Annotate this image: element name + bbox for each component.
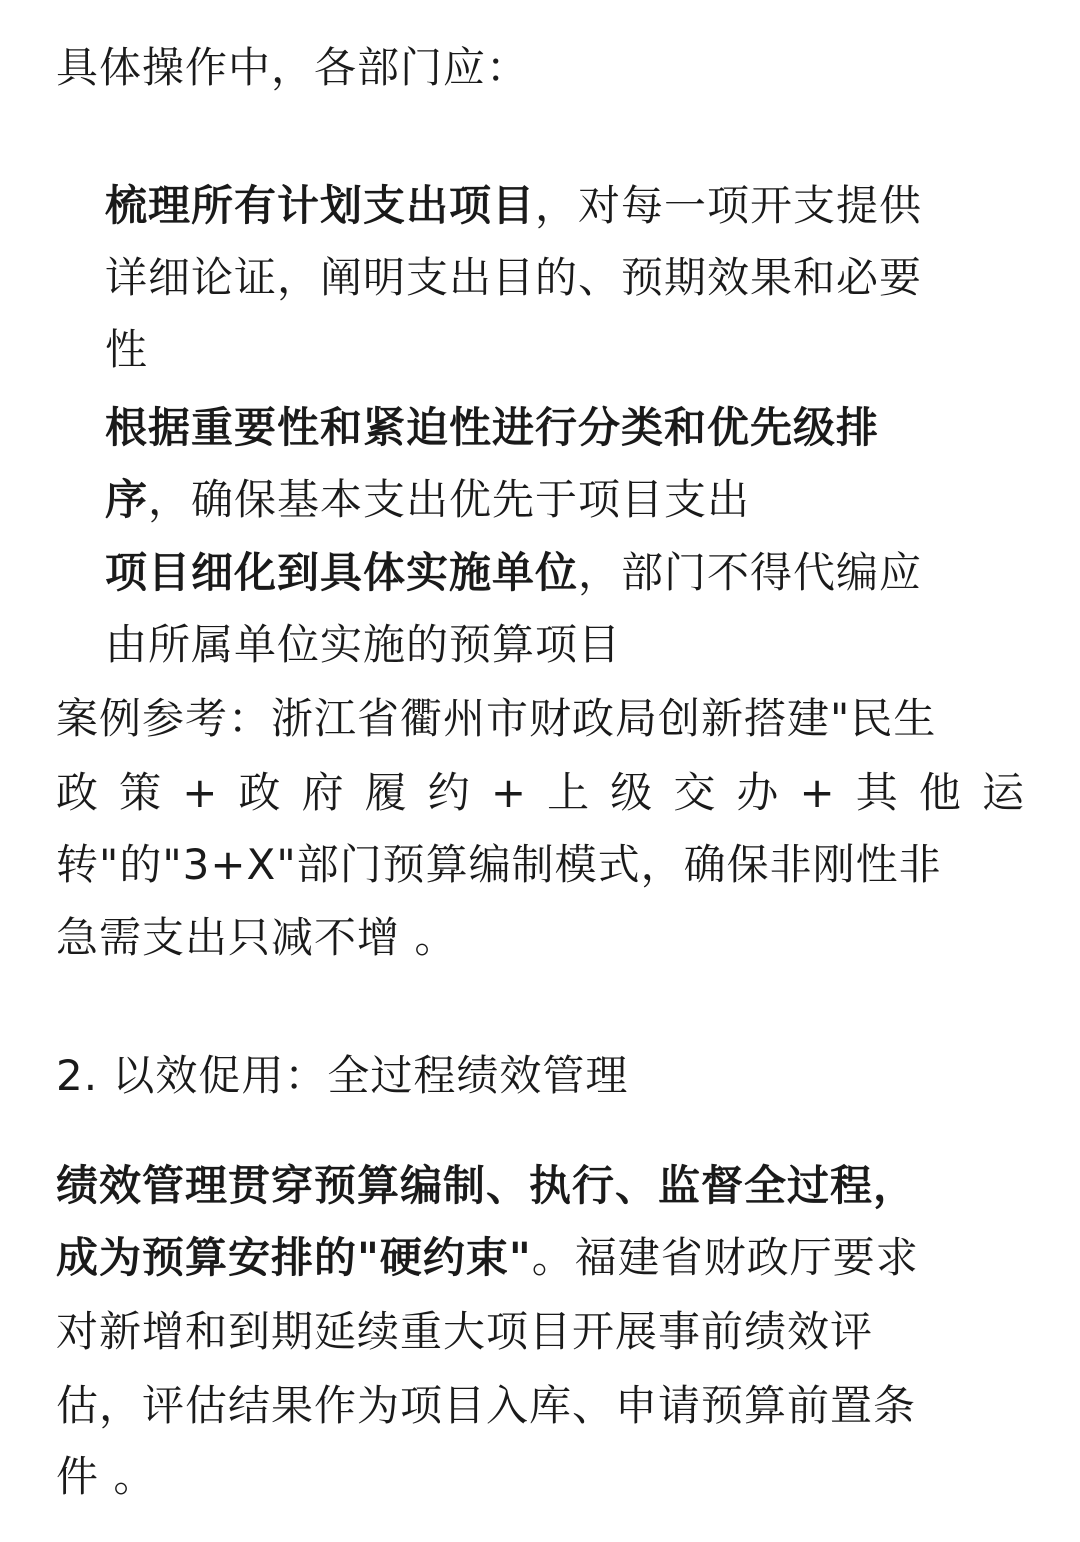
section-text-line: 绩效管理贯穿预算编制、执行、监督全过程， [56,1161,917,1210]
case-text-line-justified [56,757,1024,829]
list-item-bold: 梳理所有计划支出项目 [105,181,536,230]
list-item-continuation [105,464,750,536]
case-char: + [799,768,835,817]
list-item-text: ，部门不得代编应 [578,548,923,597]
case-char: 策 [119,768,162,817]
list-item-text: ，对每一项开支提供 [535,181,923,230]
case-char: 府 [301,768,344,817]
section-text-bold: 成为预算安排的"硬约束" [56,1233,532,1282]
section-text-line [56,1222,919,1294]
case-char: 履 [364,768,407,817]
list-item-bold: 项目细化到具体实施单位 [105,548,579,597]
case-char: 其 [855,768,898,817]
list-item-continuation: 由所属单位实施的预算项目 [105,620,622,669]
case-char: + [490,768,527,817]
section-text-line: 对新增和到期延续重大项目开展事前绩效评 [56,1307,874,1356]
case-text-line: 案例参考：浙江省衢州市财政局创新搭建"民生 [56,694,937,743]
case-char: 交 [673,768,716,817]
list-item-bold: 序 [105,475,149,524]
section-text-line: 估，评估结果作为项目入库、申请预算前置条 [56,1381,917,1430]
list-item [105,170,922,242]
section-text-rest: 。福建省财政厅要求 [531,1233,919,1282]
case-char: 政 [238,768,281,817]
intro-text: 具体操作中，各部门应： [56,43,530,92]
case-char: + [182,768,218,817]
section-heading: 2. 以效促用：全过程绩效管理 [56,1051,629,1100]
case-char: 政 [56,768,99,817]
list-item-continuation: 性 [105,325,149,374]
section-text-line: 件 。 [56,1452,157,1501]
case-char: 上 [547,768,590,817]
list-item-text: ，确保基本支出优先于项目支出 [148,475,751,524]
case-text-line: 转"的"3+X"部门预算编制模式，确保非刚性非 [56,840,942,889]
case-char: 办 [736,768,779,817]
list-item: 根据重要性和紧迫性进行分类和优先级排 [105,403,880,452]
case-char: 级 [610,768,653,817]
list-item-continuation: 详细论证，阐明支出目的、预期效果和必要 [105,253,923,302]
case-text-line: 急需支出只减不增 。 [56,913,458,962]
list-item [105,537,922,609]
case-char: 运 [981,768,1024,817]
case-char: 他 [918,768,961,817]
case-char: 约 [427,768,470,817]
